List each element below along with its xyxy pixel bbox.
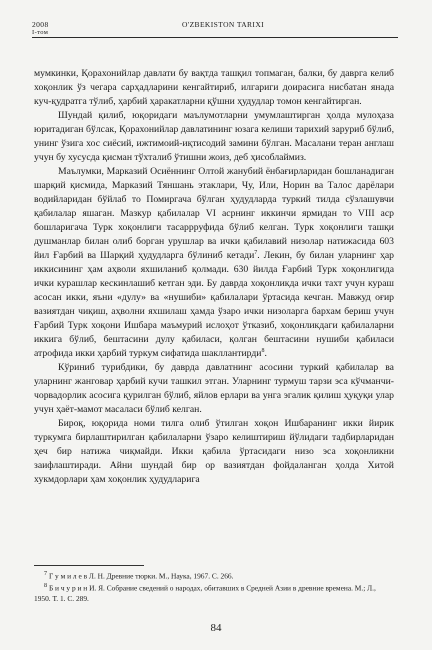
footnote-text: Б и ч у р и н И. Я. Собрание сведений о народах, обитавших в Средней Азии в древние времена. М.; Л., 1950. Т. 1. С. 289.	[34, 583, 376, 603]
header-rule	[32, 37, 398, 38]
header-year: 2008	[32, 20, 49, 29]
page-number: 84	[210, 622, 222, 634]
footnote-7	[34, 569, 394, 581]
footnote-mark: 8	[44, 583, 48, 590]
footnote-8	[34, 581, 394, 603]
paragraph-4: Кўриниб турибдики, бу даврда давлатнинг асосини туркий қабилалар ва уларнинг жанговар ҳарбий кучи ташкил этган. Уларнинг турмуш тарзи эса кўчманчи-чорвадорлик асосига қурилган бўлиб, яйлов ерлари ва унга эгалик қилиш ҳуқуқи улар учун ҳаёт-мамот масаласи бўлиб келган.	[34, 362, 394, 415]
footnote-separator	[34, 565, 144, 566]
paragraph-3: Маълумки, Марказий Осиённинг Олтой жанубий ёнбағирларидан бошланадиган шарқий қисмида, Марказий Тяншань этаклари, Чу, Или, Норин ва Талос дарёлари водийларидан бўйлаб то Помиргача бўлган ҳудудларда туркий тилда сўзлашувчи қабилалар яшаган. Мазкур қабилалар VI асрнинг иккинчи ярмидан то VIII аср бошларигача Турк хоқонлиги тасаррруфида бўлиб келган. Турк хоқонлиги ташқи душманлар билан олиб борган урушлар ва ички қабилавий низолар натижасида 603 йил Ғарбий ва Шарқий ҳудудларга бўлиниб кетади$^7$. Лекин, бу билан уларнинг ҳар иккисининг ҳам аҳволи яхшиланиб қолмади. 630 йилда Ғарбий Турк хоқонлигида ички курашлар кескинлашиб кетган эди. Бу даврда хоқонликда ички тахт учун кураш асосан икки, яъни «дулу» ва «нушиби» қабилалари ўртасида кечган. Мавжуд оғир вазиятдан чиқиш, аҳволни яхшилаш ҳамда ўзаро ички низоларга бархам бериш учун Ғарбий Турк хоқони Ишбара маъмурий ислоҳот ўтказиб, хоқонликдаги қабилаларни иккига бўлиб, бештасини дулу қабиласи, қолган бештасини нушиби қабиласи атрофида икки ҳарбий туркум сифатида шакллантирди$^8$.	[34, 166, 394, 359]
footnote-text: Г у м и л е в Л. Н. Древние тюрки. М., Наука, 1967. С. 266.	[48, 571, 234, 581]
running-header	[32, 20, 396, 34]
header-volume: I-том	[32, 29, 49, 36]
header-title: O'ZBEKISTON TARIXI	[182, 20, 265, 29]
footnote-mark: 7	[44, 571, 48, 577]
footnote-ref-7: 7	[254, 249, 258, 256]
paragraph-2: Шундай қилиб, юқоридаги маълумотларни умумлаштирган ҳолда мулоҳаза юритадиган бўлсак, Қорахонийлар давлатининг юзага келиши тарихий заруриб бўлиб, унинг ўзига хос сиёсий, ижтимоий-иқтисодий замини бўлган. Масалани теран англаш учун бу хусусда қисман тўхталиб ўтишни жоиз, деб ҳисоблаймиз.	[34, 110, 394, 163]
footnotes	[34, 569, 394, 604]
paragraph-1: мумкинки, Қорахонийлар давлати бу вақтда ташқил топмаган, балки, бу даврга келиб хоқонлик ўз чегара сарҳадларини кенгайтириб, илгариги доирасига нисбатан янада куч-қудратга тўлиб, ҳарбий ҳаракатларни қўшни ҳудудлар томон кенгайтирган.	[34, 68, 394, 107]
paragraph-3-text: Маълумки, Марказий Осиённинг Олтой жанубий ёнбағирларидан бошланадиган шарқий қисмида, Марказий Тяншань этаклари, Чу, Или, Норин ва Талос дарёлари водийларидан бўйлаб то Помиргача бўлган ҳудудларда туркий тилда сўзлашувчи қабилалар яшаган. Мазкур қабилалар VI асрнинг иккинчи ярмидан то VIII аср бошларигача Турк хоқонлиги тасаррруфида бўлиб келган. Турк хоқонлиги ташқи душманлар билан олиб борган урушлар ва ички қабилавий низолар натижасида 603 йил Ғарбий ва Шарқий ҳудудларга бўлиниб кетади	[34, 166, 394, 261]
paragraph-3-continued: . Лекин, бу билан уларнинг ҳар иккисининг ҳам аҳволи яхшиланиб қолмади. 630 йилда Ғарбий Турк хоқонлигида ички курашлар кескинлашиб кетган эди. Бу даврда хоқонликда ички тахт учун кураш асосан икки, яъни «дулу» ва «нушиби» қабилалари ўртасида кечган. Мавжуд оғир вазиятдан чиқиш, аҳволни яхшилаш ҳамда ўзаро ички низоларга бархам бериш учун Ғарбий Турк хоқони Ишбара маъмурий ислоҳот ўтказиб, хоқонликдаги қабилаларни иккига бўлиб, бештасини дулу қабиласи, қолган бештасини нушиби қабиласи атрофида икки ҳарбий туркум сифатида шакллантирди	[34, 250, 394, 359]
footnote-ref-8: 8	[261, 347, 265, 354]
main-text	[34, 67, 394, 487]
paragraph-5: Бироқ, юқорида номи тилга олиб ўтилган хоқон Ишбаранинг икки йирик туркумга бирлаштирилган қабилаларни ўзаро келиштириш йўлидаги тадбирларидан ҳеч бир натижа чиқмайди. Икки қабила ўртасидаги низо эса хоқонликни заифлаштиради. Айни шундай бир ор вазиятдан фойдаланган ҳолда Хитой хукмдорлари ҳам хоқонлик ҳудудларига	[34, 418, 394, 485]
